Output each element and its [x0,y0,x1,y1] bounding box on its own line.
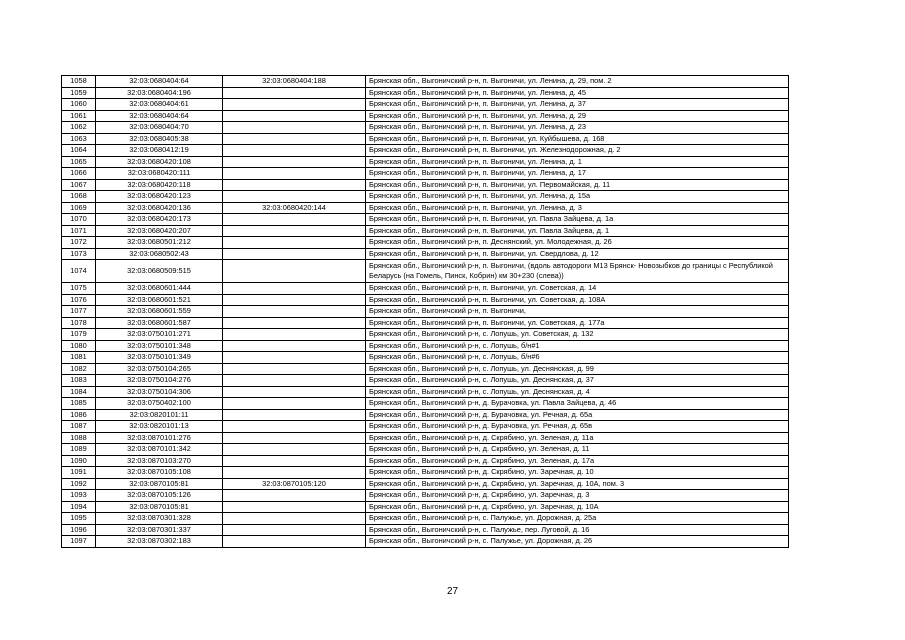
table-row [62,145,789,157]
table-row [62,122,789,134]
address-cell: Брянская обл., Выгоничский р-н, п. Выгоничи, ул. Советская, д. 14 [366,283,789,295]
related-cadastral-number-cell [223,99,366,111]
cadastral-number-cell: 32:03:0870101:276 [96,432,223,444]
address-cell: Брянская обл., Выгоничский р-н, с. Лопушь, ул. Деснянская, д. 4 [366,386,789,398]
related-cadastral-number-cell [223,191,366,203]
address-cell: Брянская обл., Выгоничский р-н, п. Выгоничи, ул. Ленина, д. 15а [366,191,789,203]
table-body [62,76,789,548]
address-cell: Брянская обл., Выгоничский р-н, п. Выгоничи, ул. Ленина, д. 29 [366,110,789,122]
cadastral-number-cell: 32:03:0680420:173 [96,214,223,226]
address-cell: Брянская обл., Выгоничский р-н, п. Выгоничи, ул. Ленина, д. 37 [366,99,789,111]
row-number-cell: 1072 [62,237,96,249]
row-number-cell: 1082 [62,363,96,375]
table-row [62,363,789,375]
row-number-cell: 1088 [62,432,96,444]
address-cell: Брянская обл., Выгоничский р-н, п. Выгоничи, (вдоль автодороги М13 Брянск- Новозыбков до границы с Республикой Беларусь (на Гомель, Пинск, Кобрин) км 30+230 (слева)) [366,260,789,283]
cadastral-number-cell: 32:03:0680501:212 [96,237,223,249]
row-number-cell: 1066 [62,168,96,180]
cadastral-number-cell: 32:03:0750101:348 [96,340,223,352]
cadastral-number-cell: 32:03:0750402:100 [96,398,223,410]
table-row [62,87,789,99]
address-cell: Брянская обл., Выгоничский р-н, п. Выгоничи, ул. Советская, д. 177а [366,317,789,329]
address-cell: Брянская обл., Выгоничский р-н, д. Скрябино, ул. Заречная, д. 3 [366,490,789,502]
table-row [62,478,789,490]
row-number-cell: 1081 [62,352,96,364]
table-row [62,294,789,306]
row-number-cell: 1097 [62,536,96,548]
table-row [62,156,789,168]
address-cell: Брянская обл., Выгоничский р-н, д. Скрябино, ул. Зеленая, д. 11 [366,444,789,456]
table-row [62,110,789,122]
related-cadastral-number-cell [223,409,366,421]
address-cell: Брянская обл., Выгоничский р-н, д. Бурачовка, ул. Речная, д. 65а [366,409,789,421]
row-number-cell: 1087 [62,421,96,433]
row-number-cell: 1086 [62,409,96,421]
related-cadastral-number-cell [223,214,366,226]
address-cell: Брянская обл., Выгоничский р-н, с. Лопушь, б/н#1 [366,340,789,352]
related-cadastral-number-cell [223,524,366,536]
address-cell: Брянская обл., Выгоничский р-н, п. Выгоничи, ул. Первомайская, д. 11 [366,179,789,191]
cadastral-number-cell: 32:03:0750101:349 [96,352,223,364]
row-number-cell: 1096 [62,524,96,536]
related-cadastral-number-cell [223,513,366,525]
table-row [62,168,789,180]
table-row [62,76,789,88]
address-cell: Брянская обл., Выгоничский р-н, п. Выгоничи, ул. Свердлова, д. 12 [366,248,789,260]
related-cadastral-number-cell [223,122,366,134]
table-row [62,237,789,249]
cadastral-number-cell: 32:03:0680601:521 [96,294,223,306]
row-number-cell: 1073 [62,248,96,260]
cadastral-number-cell: 32:03:0680601:444 [96,283,223,295]
related-cadastral-number-cell [223,237,366,249]
row-number-cell: 1084 [62,386,96,398]
address-cell: Брянская обл., Выгоничский р-н, п. Выгоничи, ул. Ленина, д. 3 [366,202,789,214]
related-cadastral-number-cell [223,455,366,467]
address-cell: Брянская обл., Выгоничский р-н, д. Бурачовка, ул. Речная, д. 65в [366,421,789,433]
address-cell: Брянская обл., Выгоничский р-н, п. Выгоничи, ул. Ленина, д. 17 [366,168,789,180]
table-row [62,214,789,226]
row-number-cell: 1078 [62,317,96,329]
address-cell: Брянская обл., Выгоничский р-н, п. Выгоничи, ул. Павла Зайцева, д. 1 [366,225,789,237]
table-row [62,352,789,364]
related-cadastral-number-cell [223,294,366,306]
row-number-cell: 1062 [62,122,96,134]
table-row [62,386,789,398]
row-number-cell: 1091 [62,467,96,479]
table-row [62,432,789,444]
related-cadastral-number-cell [223,317,366,329]
row-number-cell: 1064 [62,145,96,157]
cadastral-number-cell: 32:03:0680601:559 [96,306,223,318]
cadastral-number-cell: 32:03:0820101:11 [96,409,223,421]
related-cadastral-number-cell [223,352,366,364]
table-row [62,283,789,295]
address-cell: Брянская обл., Выгоничский р-н, с. Лопушь, ул. Деснянская, д. 37 [366,375,789,387]
related-cadastral-number-cell [223,179,366,191]
cadastral-number-cell: 32:03:0870101:342 [96,444,223,456]
row-number-cell: 1076 [62,294,96,306]
related-cadastral-number-cell [223,386,366,398]
address-cell: Брянская обл., Выгоничский р-н, д. Скрябино, ул. Заречная, д. 10 [366,467,789,479]
address-cell: Брянская обл., Выгоничский р-н, п. Выгоничи, ул. Ленина, д. 29, пом. 2 [366,76,789,88]
address-cell: Брянская обл., Выгоничский р-н, с. Палужье, ул. Дорожная, д. 26 [366,536,789,548]
row-number-cell: 1065 [62,156,96,168]
related-cadastral-number-cell [223,444,366,456]
row-number-cell: 1059 [62,87,96,99]
table-row [62,179,789,191]
related-cadastral-number-cell: 32:03:0870105:120 [223,478,366,490]
address-cell: Брянская обл., Выгоничский р-н, д. Скрябино, ул. Заречная, д. 10А [366,501,789,513]
cadastral-number-cell: 32:03:0750104:276 [96,375,223,387]
table-row [62,513,789,525]
table-row [62,398,789,410]
table-row [62,248,789,260]
row-number-cell: 1092 [62,478,96,490]
related-cadastral-number-cell [223,145,366,157]
row-number-cell: 1069 [62,202,96,214]
cadastral-number-cell: 32:03:0870105:108 [96,467,223,479]
row-number-cell: 1083 [62,375,96,387]
row-number-cell: 1070 [62,214,96,226]
address-cell: Брянская обл., Выгоничский р-н, с. Лопушь, ул. Советская, д. 132 [366,329,789,341]
cadastral-number-cell: 32:03:0680404:70 [96,122,223,134]
cadastral-number-cell: 32:03:0870301:328 [96,513,223,525]
related-cadastral-number-cell [223,283,366,295]
row-number-cell: 1080 [62,340,96,352]
cadastral-number-cell: 32:03:0680404:61 [96,99,223,111]
cadastral-number-cell: 32:03:0870302:183 [96,536,223,548]
row-number-cell: 1063 [62,133,96,145]
related-cadastral-number-cell [223,248,366,260]
table-row [62,99,789,111]
row-number-cell: 1067 [62,179,96,191]
cadastral-number-cell: 32:03:0680420:118 [96,179,223,191]
related-cadastral-number-cell [223,156,366,168]
row-number-cell: 1090 [62,455,96,467]
address-cell: Брянская обл., Выгоничский р-н, п. Выгоничи, ул. Павла Зайцева, д. 1а [366,214,789,226]
address-cell: Брянская обл., Выгоничский р-н, п. Выгоничи, ул. Ленина, д. 23 [366,122,789,134]
cadastral-number-cell: 32:03:0680420:136 [96,202,223,214]
cadastral-number-cell: 32:03:0750104:265 [96,363,223,375]
related-cadastral-number-cell [223,363,366,375]
related-cadastral-number-cell [223,225,366,237]
cadastral-number-cell: 32:03:0680412:19 [96,145,223,157]
address-cell: Брянская обл., Выгоничский р-н, п. Выгоничи, ул. Ленина, д. 45 [366,87,789,99]
row-number-cell: 1085 [62,398,96,410]
address-cell: Брянская обл., Выгоничский р-н, с. Лопушь, б/н#6 [366,352,789,364]
row-number-cell: 1060 [62,99,96,111]
table-row [62,306,789,318]
table-row [62,317,789,329]
related-cadastral-number-cell [223,340,366,352]
table-row [62,455,789,467]
cadastral-number-cell: 32:03:0680405:38 [96,133,223,145]
address-cell: Брянская обл., Выгоничский р-н, с. Лопушь, ул. Деснянская, д. 99 [366,363,789,375]
table-row [62,444,789,456]
cadastral-number-cell: 32:03:0820101:13 [96,421,223,433]
related-cadastral-number-cell [223,110,366,122]
row-number-cell: 1068 [62,191,96,203]
row-number-cell: 1074 [62,260,96,283]
table-row [62,524,789,536]
table-row [62,490,789,502]
cadastral-number-cell: 32:03:0680601:587 [96,317,223,329]
table-row [62,536,789,548]
cadastral-number-cell: 32:03:0870105:81 [96,478,223,490]
related-cadastral-number-cell [223,398,366,410]
row-number-cell: 1089 [62,444,96,456]
related-cadastral-number-cell [223,490,366,502]
related-cadastral-number-cell [223,375,366,387]
address-cell: Брянская обл., Выгоничский р-н, п. Выгоничи, ул. Куйбышева, д. 168 [366,133,789,145]
table-row [62,340,789,352]
cadastral-number-cell: 32:03:0680502:43 [96,248,223,260]
cadastral-number-cell: 32:03:0680509:515 [96,260,223,283]
address-cell: Брянская обл., Выгоничский р-н, п. Выгоничи, [366,306,789,318]
related-cadastral-number-cell: 32:03:0680404:188 [223,76,366,88]
table-row [62,133,789,145]
related-cadastral-number-cell [223,260,366,283]
related-cadastral-number-cell [223,329,366,341]
cadastral-number-cell: 32:03:0870301:337 [96,524,223,536]
address-cell: Брянская обл., Выгоничский р-н, д. Скрябино, ул. Зеленая, д. 17а [366,455,789,467]
address-cell: Брянская обл., Выгоничский р-н, д. Скрябино, ул. Заречная, д. 10А, пом. 3 [366,478,789,490]
related-cadastral-number-cell [223,87,366,99]
address-cell: Брянская обл., Выгоничский р-н, с. Палужье, пер. Луговой, д. 16 [366,524,789,536]
address-cell: Брянская обл., Выгоничский р-н, д. Скрябино, ул. Зеленая, д. 11а [366,432,789,444]
table-row [62,501,789,513]
row-number-cell: 1075 [62,283,96,295]
cadastral-number-cell: 32:03:0870105:126 [96,490,223,502]
cadastral-number-cell: 32:03:0680420:108 [96,156,223,168]
cadastral-number-cell: 32:03:0680420:207 [96,225,223,237]
row-number-cell: 1094 [62,501,96,513]
row-number-cell: 1079 [62,329,96,341]
table-row [62,260,789,283]
address-cell: Брянская обл., Выгоничский р-н, с. Палужье, ул. Дорожная, д. 25а [366,513,789,525]
table-row [62,329,789,341]
related-cadastral-number-cell [223,306,366,318]
cadastral-number-cell: 32:03:0680404:64 [96,110,223,122]
related-cadastral-number-cell [223,421,366,433]
table-row [62,409,789,421]
address-cell: Брянская обл., Выгоничский р-н, п. Выгоничи, ул. Ленина, д. 1 [366,156,789,168]
property-table [61,75,789,548]
cadastral-number-cell: 32:03:0750101:271 [96,329,223,341]
cadastral-number-cell: 32:03:0680404:196 [96,87,223,99]
related-cadastral-number-cell [223,467,366,479]
related-cadastral-number-cell [223,432,366,444]
row-number-cell: 1093 [62,490,96,502]
address-cell: Брянская обл., Выгоничский р-н, д. Бурачовка, ул. Павла Зайцева, д. 46 [366,398,789,410]
cadastral-number-cell: 32:03:0680420:123 [96,191,223,203]
cadastral-number-cell: 32:03:0750104:306 [96,386,223,398]
related-cadastral-number-cell [223,501,366,513]
table-row [62,225,789,237]
cadastral-number-cell: 32:03:0870105:81 [96,501,223,513]
table-row [62,375,789,387]
row-number-cell: 1071 [62,225,96,237]
row-number-cell: 1095 [62,513,96,525]
related-cadastral-number-cell: 32:03:0680420:144 [223,202,366,214]
related-cadastral-number-cell [223,133,366,145]
cadastral-number-cell: 32:03:0870103:270 [96,455,223,467]
cadastral-number-cell: 32:03:0680420:111 [96,168,223,180]
row-number-cell: 1077 [62,306,96,318]
row-number-cell: 1061 [62,110,96,122]
address-cell: Брянская обл., Выгоничский р-н, п. Выгоничи, ул. Железнодорожная, д. 2 [366,145,789,157]
table-row [62,191,789,203]
table-row [62,467,789,479]
table-row [62,421,789,433]
address-cell: Брянская обл., Выгоничский р-н, п. Выгоничи, ул. Советская, д. 108А [366,294,789,306]
cadastral-number-cell: 32:03:0680404:64 [96,76,223,88]
related-cadastral-number-cell [223,168,366,180]
table-row [62,202,789,214]
page-number: 27 [446,586,459,597]
row-number-cell: 1058 [62,76,96,88]
address-cell: Брянская обл., Выгоничский р-н, п. Деснянский, ул. Молодежная, д. 26 [366,237,789,249]
related-cadastral-number-cell [223,536,366,548]
